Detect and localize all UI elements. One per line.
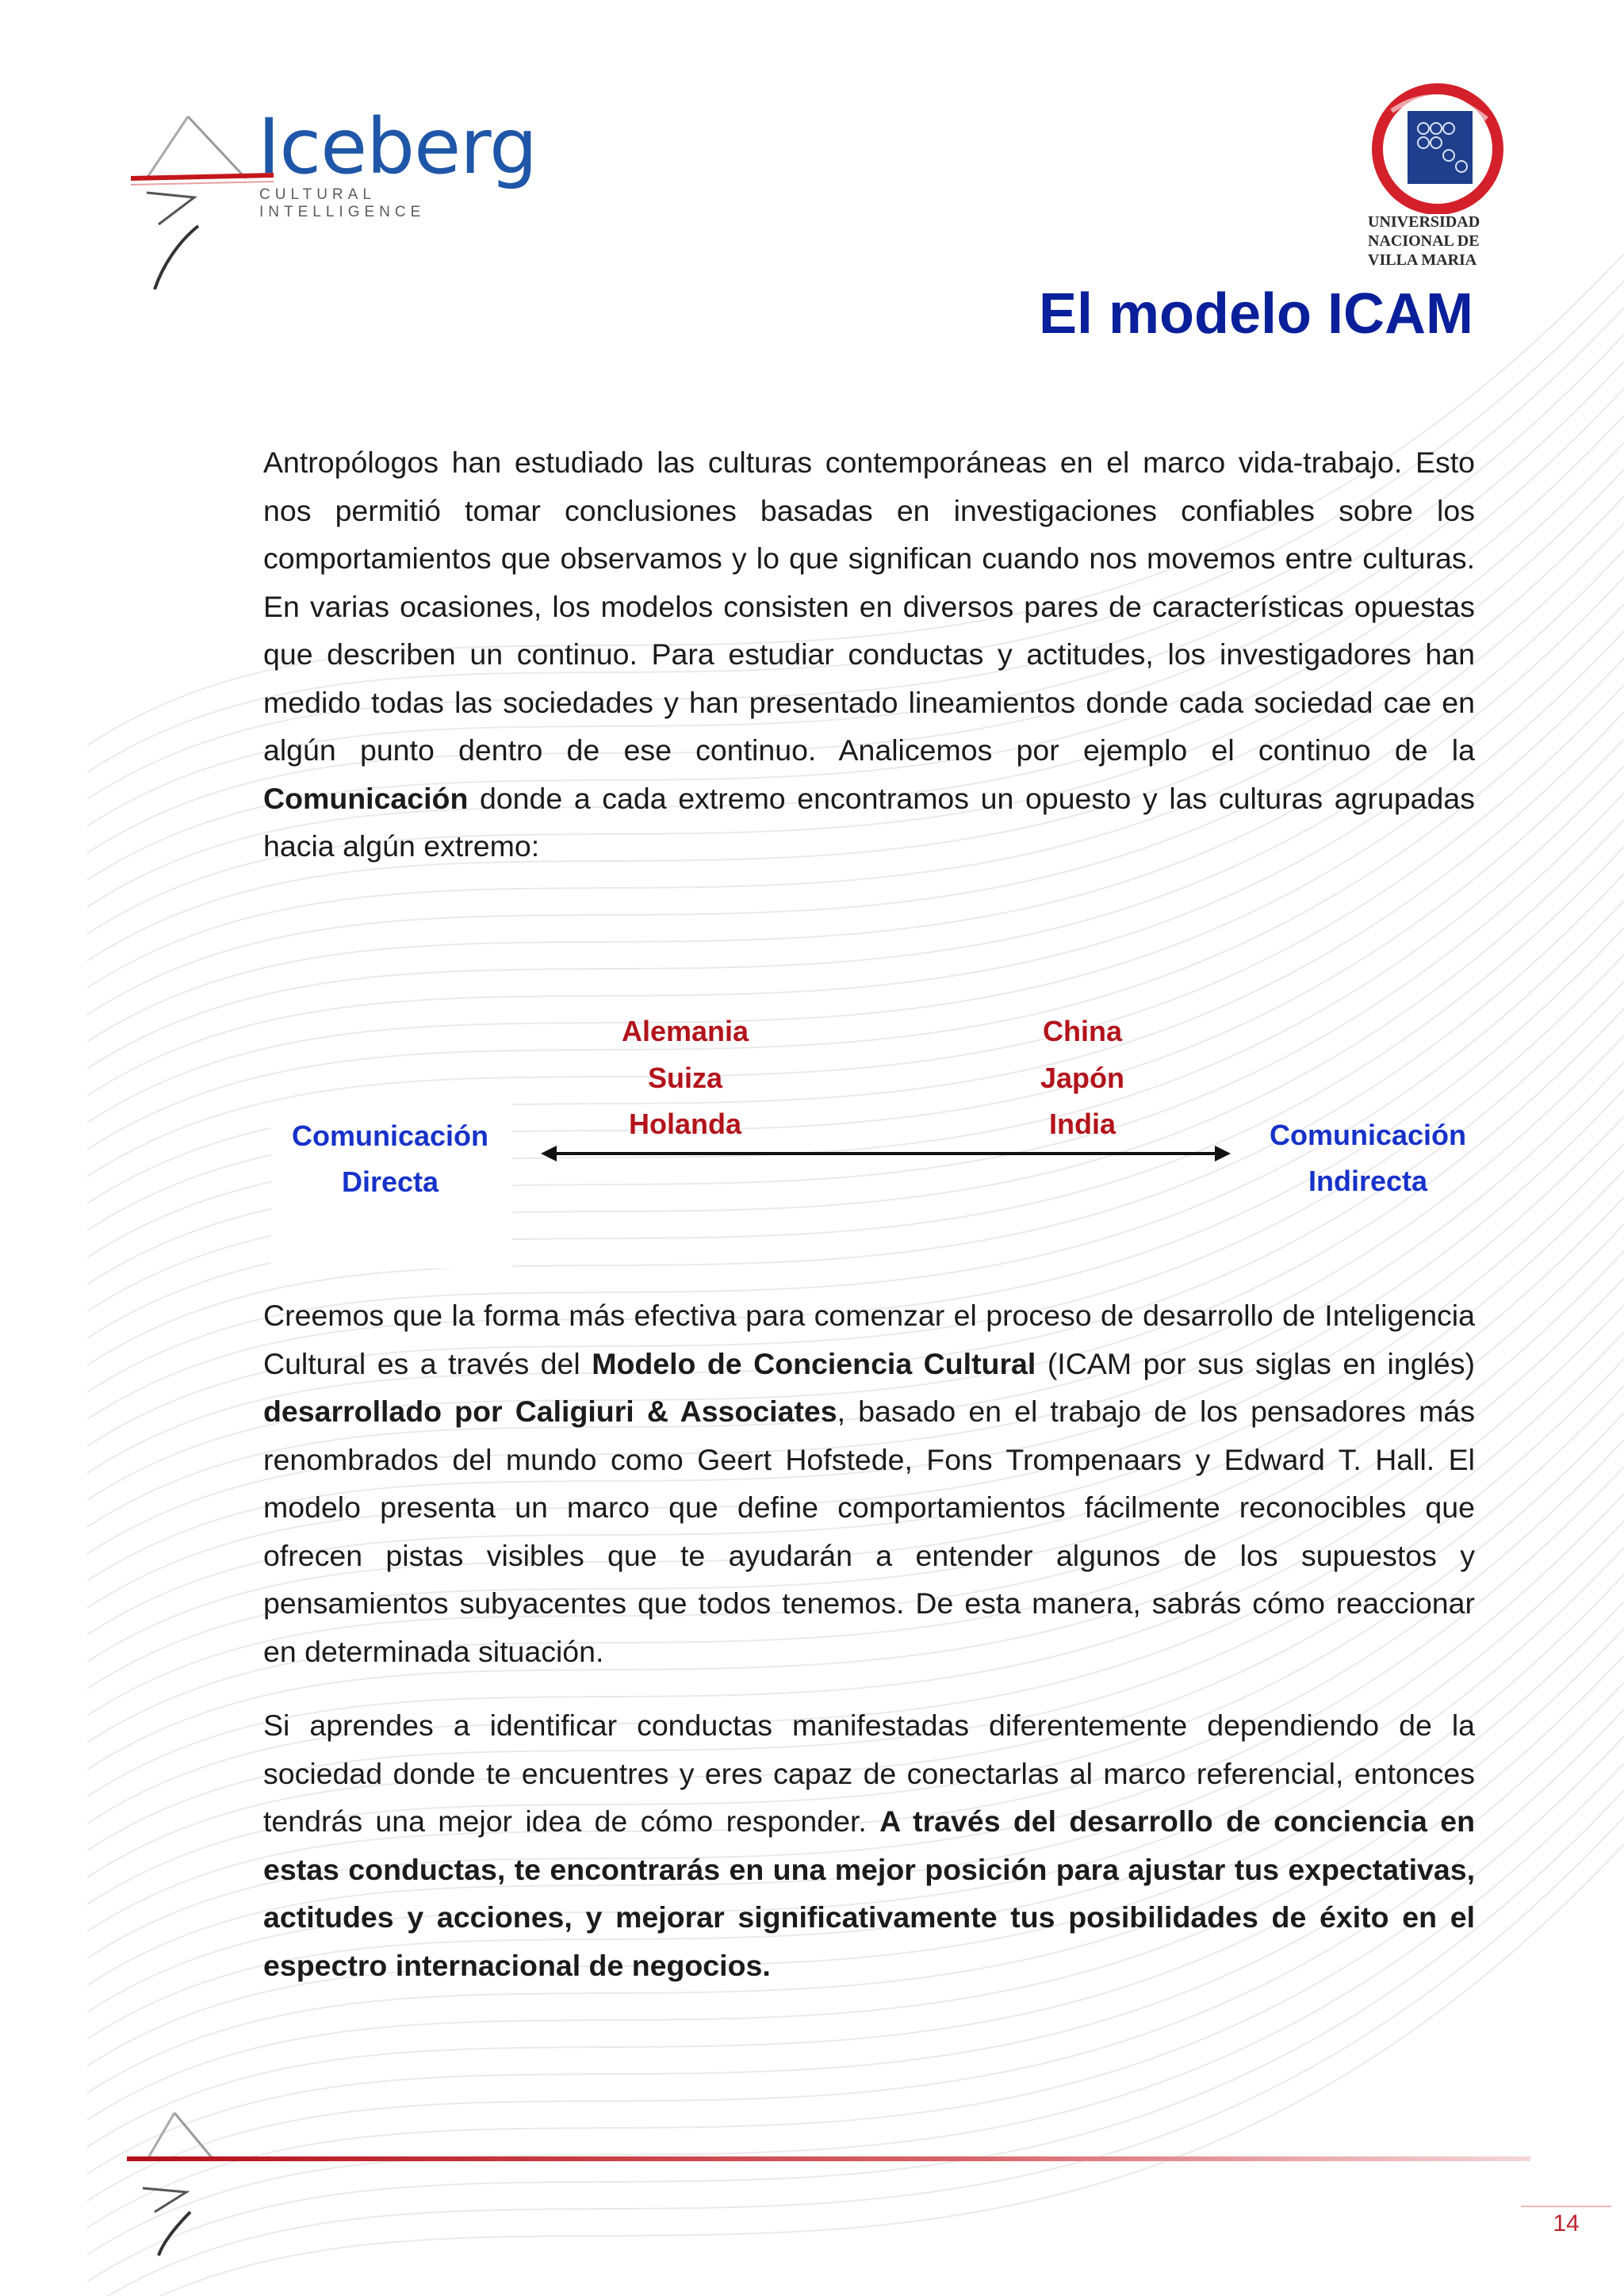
left-pole-label: Comunicación Directa [291, 1119, 489, 1198]
country-label: India [1048, 1108, 1116, 1140]
footer-rule [127, 2156, 1530, 2161]
page-title: El modelo ICAM [1038, 282, 1473, 346]
brand-tagline: CULTURAL INTELLIGENCE [259, 186, 426, 220]
iceberg-logo [131, 99, 543, 297]
country-label: Alemania [621, 1015, 749, 1047]
country-label: Suiza [647, 1061, 723, 1094]
icam-paragraph: Creemos que la forma más efectiva para comenzar el proceso de desarrollo de Inteligencia Cultural es a través del Modelo de Conciencia Cultural (ICAM por sus siglas en inglés) desarrollado por Caligiuri & Associates, basado en el trabajo de los pensadores más renombrados del mundo como Geert Hofstede, Fons Trompenaars y Edward T. Hall. El modelo presenta un marco que define comportamientos fácilmente reconocibles que ofrecen pistas visibles que te ayudarán a entender algunos de los supuestos y pensamientos subyacentes que todos tenemos. De esta manera, sabrás cómo reaccionar en determinada situación. [263, 1299, 1476, 1668]
conclusion-paragraph: Si aprendes a identificar conductas manifestadas diferentemente dependiendo de la sociedad donde te encuentres y eres capaz de conectarlas al marco referencial, entonces tendrás una mejor idea de cómo responder. A través del desarrollo de conciencia en estas conductas, te encontrarás en una mejor posición para ajustar tus expectativas, actitudes y acciones, y mejorar significativamente tus posibilidades de éxito en el espectro internacional de negocios. [263, 1709, 1475, 1982]
page-number-divider [1521, 2206, 1611, 2207]
footer-iceberg-mark-icon [127, 2101, 238, 2260]
brand-name: Iceberg [258, 102, 537, 191]
university-seal-icon [1360, 79, 1519, 214]
intro-paragraph: Antropólogos han estudiado las culturas contemporáneas en el marco vida-trabajo. Esto nos permitió tomar conclusiones basadas en investigaciones confiables sobre los comportamientos que observamos y lo que significan cuando nos movemos entre culturas. En varias ocasiones, los modelos consisten en diversos pares de características opuestas que describen un continuo. Para estudiar conductas y actitudes, los investigadores han medido todas las sociedades y han presentado lineamientos donde cada sociedad cae en algún punto dentro de ese continuo. Analicemos por ejemplo el continuo de la Comunicación donde a cada extremo encontramos un opuesto y las culturas agrupadas hacia algún extremo: [263, 446, 1475, 863]
country-label: China [1042, 1015, 1122, 1047]
diagram-left-box [271, 1104, 512, 1269]
university-name: UNIVERSIDAD NACIONAL DE VILLA MARIA [1368, 213, 1480, 269]
country-label: Japón [1040, 1061, 1124, 1094]
university-logo [1360, 79, 1519, 277]
right-pole-label: Comunicación Indirecta [1269, 1119, 1467, 1197]
country-label: Holanda [628, 1108, 741, 1140]
page-number: 14 [1553, 2210, 1580, 2237]
iceberg-mark-icon [131, 99, 274, 297]
